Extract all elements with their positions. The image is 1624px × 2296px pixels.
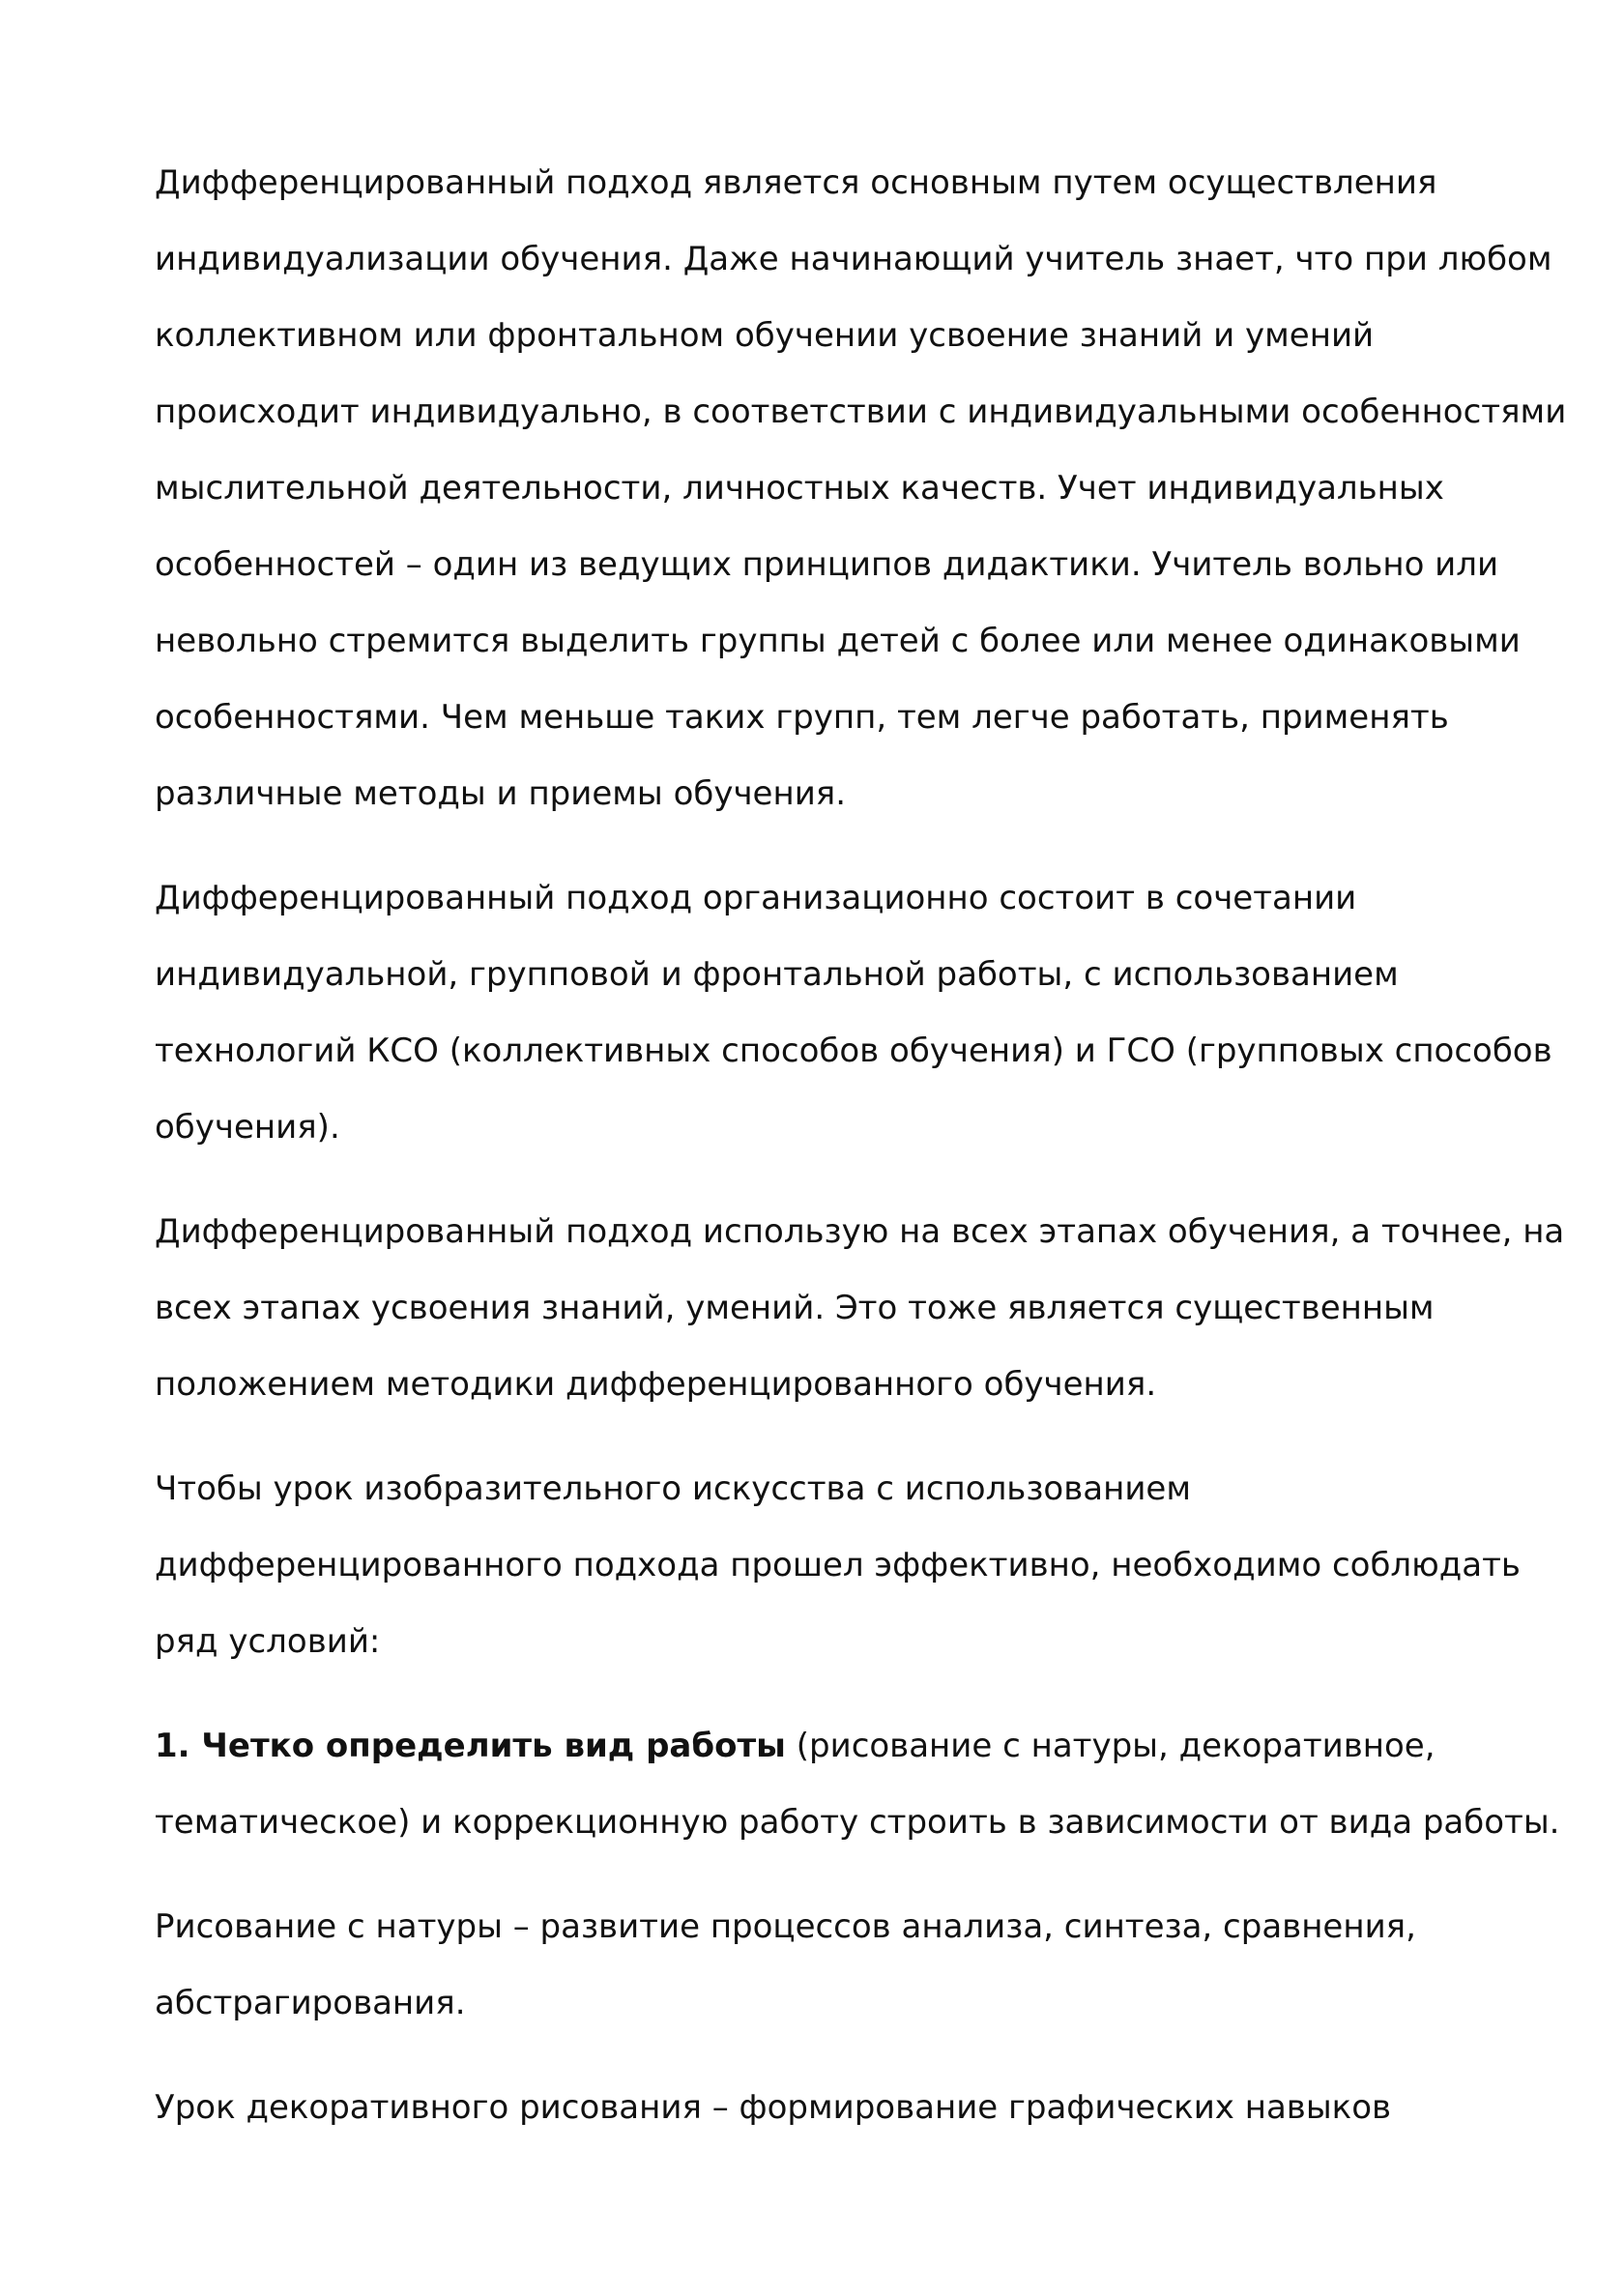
- text-line: абстрагирования.: [155, 1984, 466, 2022]
- text-line: коллективном или фронтальном обучении усвоение знаний и умений: [155, 316, 1375, 355]
- text-line: мыслительной деятельности, личностных качеств. Учет индивидуальных: [155, 469, 1444, 508]
- bold-lead: 1. Четко определить вид работы: [155, 1727, 786, 1765]
- text-line: [155, 1708, 1489, 1785]
- paragraph-5: [155, 1708, 1560, 1861]
- document-body: [155, 145, 1567, 2146]
- text-line: различные методы и приемы обучения.: [155, 774, 847, 813]
- text-line: Рисование с натуры – развитие процессов анализа, синтеза, сравнения,: [155, 1907, 1416, 1946]
- text-line: Дифференцированный подход является основным путем осуществления: [155, 163, 1437, 202]
- text-fragment: (рисование с натуры, декоративное,: [785, 1727, 1436, 1765]
- text-line: дифференцированного подхода прошел эффективно, необходимо соблюдать: [155, 1546, 1521, 1584]
- paragraph-2: [155, 860, 1552, 1166]
- text-line: Урок декоративного рисования – формирование графических навыков: [155, 2088, 1392, 2127]
- paragraph-1: [155, 145, 1567, 832]
- text-line: Дифференцированный подход использую на всех этапах обучения, а точнее, на: [155, 1212, 1565, 1251]
- paragraph-7: [155, 2070, 1489, 2146]
- text-line: особенностями. Чем меньше таких групп, тем легче работать, применять: [155, 698, 1449, 737]
- text-line: особенностей – один из ведущих принципов дидактики. Учитель вольно или: [155, 545, 1499, 584]
- text-line: всех этапах усвоения знаний, умений. Это тоже является существенным: [155, 1289, 1435, 1327]
- text-line: индивидуальной, групповой и фронтальной работы, с использованием: [155, 955, 1399, 994]
- text-line: индивидуализации обучения. Даже начинающий учитель знает, что при любом: [155, 240, 1552, 278]
- text-line: Чтобы урок изобразительного искусства с использованием: [155, 1469, 1191, 1508]
- text-line: обучения).: [155, 1108, 340, 1147]
- text-line: происходит индивидуально, в соответствии с индивидуальными особенностями: [155, 392, 1567, 431]
- paragraph-6: [155, 1889, 1489, 2042]
- text-line: технологий КСО (коллективных способов обучения) и ГСО (групповых способов: [155, 1032, 1552, 1070]
- text-line: положением методики дифференцированного обучения.: [155, 1365, 1157, 1404]
- text-line: Дифференцированный подход организационно состоит в сочетании: [155, 879, 1357, 917]
- text-line: тематическое) и коррекционную работу строить в зависимости от вида работы.: [155, 1803, 1560, 1842]
- text-line: ряд условий:: [155, 1622, 381, 1661]
- paragraph-4: [155, 1451, 1521, 1680]
- paragraph-3: [155, 1194, 1565, 1423]
- text-line: невольно стремится выделить группы детей с более или менее одинаковыми: [155, 622, 1521, 660]
